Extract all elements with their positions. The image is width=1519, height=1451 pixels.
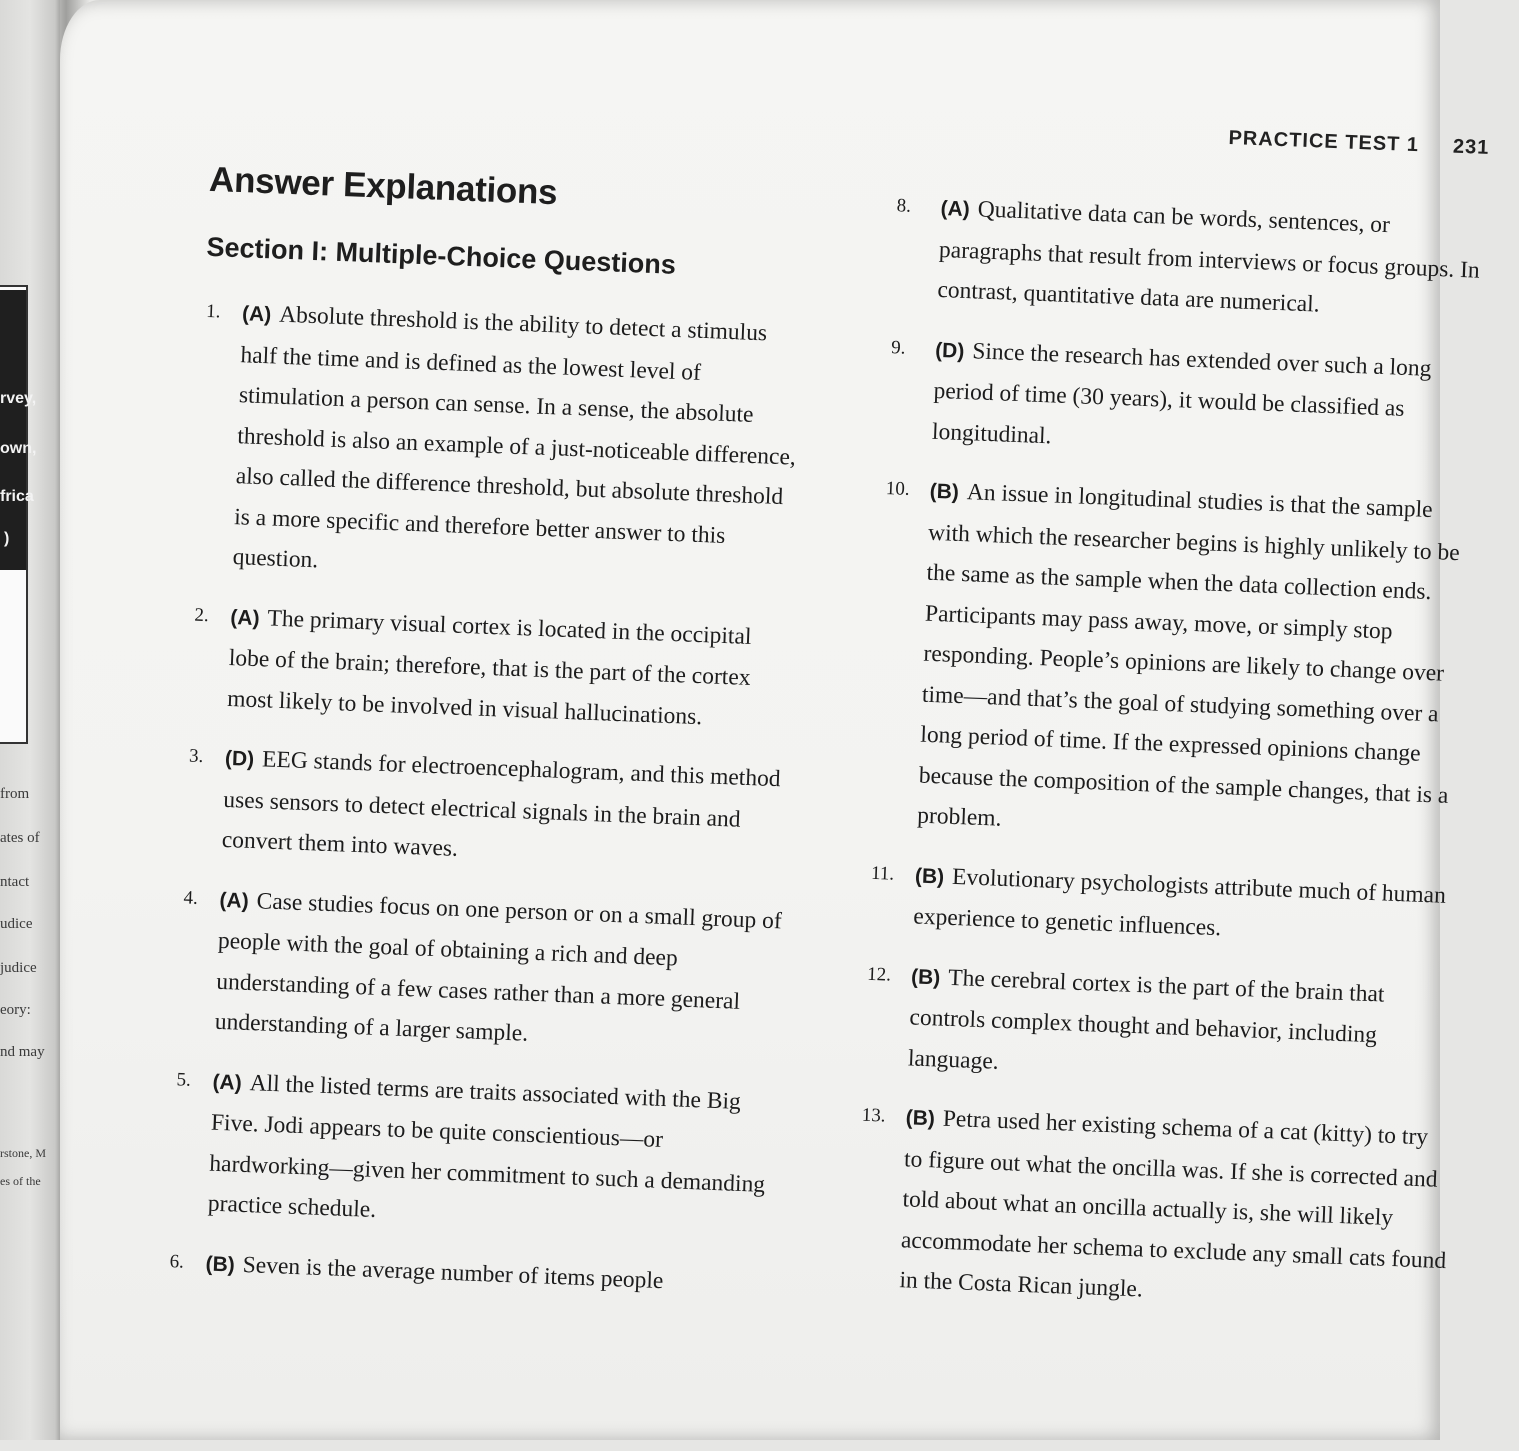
question-number: 10. [885,478,910,500]
question-number: 4. [183,886,199,909]
explanation-text: All the listed terms are traits associated with the Big Five. Jodi appears to be quite conscientious—or hardworking—given her commitment to such a demanding practice schedule. [207,1069,766,1224]
answer-choice: (B) [914,863,945,889]
left-page-fragment: frica [0,488,34,505]
question-number: 2. [194,604,210,626]
answer-item [873,469,1477,857]
left-page-fragment: ) [4,530,10,547]
left-page-fragment: judice [0,960,37,976]
answer-item [893,186,1487,331]
explanation-text: Absolute threshold is the ability to detect a stimulus half the time and is defined as the lowest level of stimulation a person can sense. In a sense, the absolute threshold is also an example of a just-noticeable difference, also called the difference threshold, but absolute threshold is a more specific and therefore better answer to this question. [232,301,797,574]
left-page-fragment: rstone, M [0,1146,46,1160]
answer-item [185,737,789,882]
answer-choice: (B) [905,1106,936,1131]
right-page [60,0,1490,1440]
question-number: 6. [169,1250,185,1273]
answer-item [869,853,1462,958]
running-head [1228,127,1490,160]
answer-choice: (B) [910,964,941,990]
answer-item [169,1242,770,1307]
answer-item [863,954,1457,1099]
left-page-fragment: udice [0,916,33,932]
explanation-text: Case studies focus on one person or on a small group of people with the goal of obtaining a rich and deep understanding of a few cases rather than a more general understanding of a larger sample. [214,887,783,1047]
question-number: 5. [176,1068,192,1091]
answer-choice: (A) [940,196,971,222]
answer-choice: (A) [219,888,250,913]
answer-item [887,328,1481,473]
question-number: 9. [890,336,906,359]
answer-choice: (A) [229,605,261,630]
explanation-text: The primary visual cortex is located in the occipital lobe of the brain; therefore, that is the part of the cortex most likely to be involved in visual hallucinations. [226,604,752,730]
explanation-text: Qualitative data can be words, sentences, or paragraphs that result from interviews or focus groups. In contrast, quantitative data are numerical. [937,196,1481,318]
answer-choice: (A) [241,302,272,327]
answer-choice: (B) [205,1252,236,1277]
left-page-fragment: ates of [0,830,40,846]
page-title: Answer Explanations [208,159,559,213]
explanation-text: Petra used her existing schema of a cat (kitty) to try to figure out what the oncilla was. If she is corrected and told about what an oncilla actually is, she will likely accommodate her schema to exclude any small cats found in the Costa Rican jungle. [898,1105,1447,1303]
right-column [854,186,1487,1340]
explanation-text: EEG stands for electroencephalogram, and this method uses sensors to detect electrical signals in the brain and convert them into waves. [221,746,782,862]
left-page-fragment: own, [0,440,37,457]
answer-choice: (D) [224,746,255,772]
question-number: 8. [896,195,912,217]
left-column [168,292,806,1325]
question-number: 3. [188,745,204,768]
left-page-dark-panel [0,290,26,570]
explanation-text: Since the research has extended over such a long period of time (30 years), it would be classified as longitudinal. [931,337,1432,449]
question-number: 12. [866,963,892,986]
explanation-text: An issue in longitudinal studies is that the sample with which the researcher begins is highly unlikely to be the same as the sample when the data collection ends. Participants may pass away, move, or simply stop responding. People’s opinions are likely to change over time—and that’s the goal of studying something over a long period of time. If the expressed opinions change because the composition of the sample changes, that is a problem. [916,479,1461,832]
question-number: 13. [861,1104,886,1127]
page-content [24,0,1518,1451]
answer-item [855,1096,1452,1322]
left-page-fragment: ntact [0,874,30,890]
left-page-fragment: es of the [0,1174,41,1188]
explanation-text: The cerebral cortex is the part of the brain that controls complex thought and behavior, including language. [907,964,1385,1075]
left-page-fragment: rvey, [0,390,37,407]
left-page-fragment: nd may [0,1044,45,1060]
answer-choice: (D) [934,338,965,363]
page-number: 231 [1452,135,1490,159]
answer-item [178,878,784,1064]
answer-item [196,292,806,599]
explanation-text: Seven is the average number of items people [242,1251,664,1294]
answer-item [171,1060,777,1246]
left-page-fragment: eory: [0,1002,31,1018]
running-head-label: PRACTICE TEST 1 [1228,126,1420,157]
question-number: 1. [205,300,221,323]
question-number: 11. [870,862,895,885]
answer-item [191,595,795,740]
explanation-text: Evolutionary psychologists attribute much of human experience to genetic influences. [912,863,1447,942]
section-heading: Section I: Multiple-Choice Questions [206,231,677,280]
left-page-fragment: from [0,786,30,802]
answer-choice: (A) [212,1070,243,1095]
answer-choice: (B) [929,479,960,504]
